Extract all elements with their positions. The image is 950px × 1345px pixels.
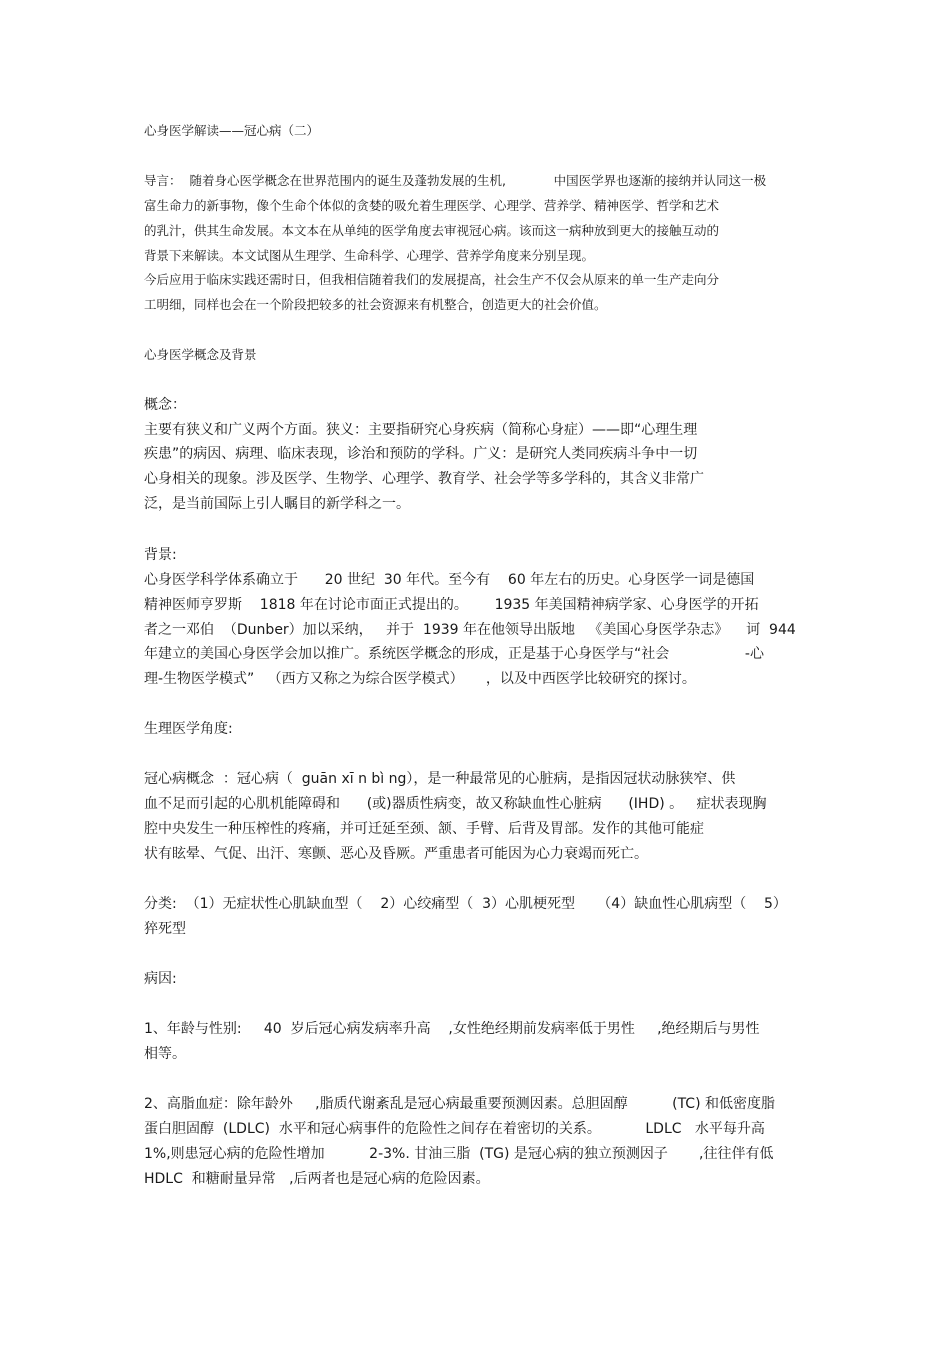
concept-line: 疾患”的病因、病理、临床表现，诊治和预防的学科。广义：是研究人类同疾病斗争中一切 [144, 446, 698, 462]
chd-line: 状有眩晕、气促、出汗、寒颤、恶心及昏厥。严重患者可能因为心力衰竭而死亡。 [144, 846, 648, 862]
intro-line: 富生命力的新事物，像个生命个体似的贪婪的吸允着生理医学、心理学、营养学、精神医学、哲学和艺术 [144, 198, 720, 213]
classification-line: 分类: （1）无症状性心肌缺血型（ 2）心绞痛型（ 3）心肌梗死型 （4）缺血性心肌病型（ 5） [144, 896, 787, 912]
background-line: 精神医师亨罗斯 1818 年在讨论市面正式提出的。 1935 年美国精神病学家、心身医学的开拓 [144, 597, 759, 613]
classification-line: 猝死型 [144, 921, 186, 937]
intro-line: 导言： 随着身心医学概念在世界范围内的诞生及蓬勃发展的生机, 中国医学界也逐渐的接纳并认同这一极 [144, 173, 767, 188]
background-line: 心身医学科学体系确立于 20 世纪 30 年代。至今有 60 年左右的历史。心身医学一词是德国 [144, 572, 755, 588]
section-heading: 心身医学概念及背景 [144, 347, 257, 362]
section-heading: 生理医学角度: [144, 721, 233, 737]
concept-line: 主要有狭义和广义两个方面。狭义：主要指研究心身疾病（简称心身症）——即“心理生理 [144, 422, 698, 438]
chd-line: 腔中央发生一种压榨性的疼痛，并可迁延至颈、颔、手臂、后背及胃部。发作的其他可能症 [144, 821, 704, 837]
chd-line: 冠心病概念 ：冠心病（ guān xī n bì ng），是一种最常见的心脏病，是指因冠状动脉狭窄、供 [144, 771, 736, 787]
concept-line: 心身相关的现象。涉及医学、生物学、心理学、教育学、社会学等多学科的，其含义非常广 [144, 471, 704, 487]
background-line: 年建立的美国心身医学会加以推广。系统医学概念的形成，正是基于心身医学与“社会 -心 [144, 646, 764, 662]
cause-line: 2、高脂血症：除年龄外 ,脂质代谢紊乱是冠心病最重要预测因素。总胆固醇 (TC) 和低密度脂 [144, 1096, 775, 1112]
cause-line: HDLC 和糖耐量异常 ,后两者也是冠心病的危险因素。 [144, 1171, 490, 1187]
etiology-label: 病因: [144, 971, 177, 987]
cause-line: 蛋白胆固醇 (LDLC) 水平和冠心病事件的危险性之间存在着密切的关系。 LDLC 水平每升高 [144, 1121, 765, 1137]
background-label: 背景: [144, 547, 177, 563]
document-title: 心身医学解读——冠心病（二） [144, 123, 320, 138]
chd-line: 血不足而引起的心肌机能障碍和 (或)器质性病变，故又称缺血性心脏病 (IHD) 。 症状表现胸 [144, 796, 767, 812]
cause-line: 1%,则患冠心病的危险性增加 2-3%. 甘油三脂 (TG) 是冠心病的独立预测因子 ,往往伴有低 [144, 1146, 774, 1162]
cause-line: 1、年龄与性别: 40 岁后冠心病发病率升高 ,女性绝经期前发病率低于男性 ,绝经期后与男性 [144, 1021, 760, 1037]
cause-line: 相等。 [144, 1046, 186, 1062]
background-line: 者之一邓伯 （Dunber）加以采纳， 并于 1939 年在他领导出版地 《美国心身医学杂志》 诃 944 [144, 622, 796, 638]
concept-line: 泛，是当前国际上引人瞩目的新学科之一。 [144, 496, 410, 512]
intro-line: 今后应用于临床实践还需时日，但我相信随着我们的发展提高，社会生产不仅会从原来的单一生产走向分 [144, 272, 720, 287]
background-line: 理-生物医学模式” （西方又称之为综合医学模式） ，以及中西医学比较研究的探讨。 [144, 671, 696, 687]
intro-line: 背景下来解读。本文试图从生理学、生命科学、心理学、营养学角度来分别呈现。 [144, 248, 595, 263]
intro-line: 工明细，同样也会在一个阶段把较多的社会资源来有机整合，创造更大的社会价值。 [144, 297, 607, 312]
concept-label: 概念： [144, 397, 186, 413]
intro-line: 的乳汁，供其生命发展。本文本在从单纯的医学角度去审视冠心病。该而这一病种放到更大的接触互动的 [144, 223, 720, 238]
